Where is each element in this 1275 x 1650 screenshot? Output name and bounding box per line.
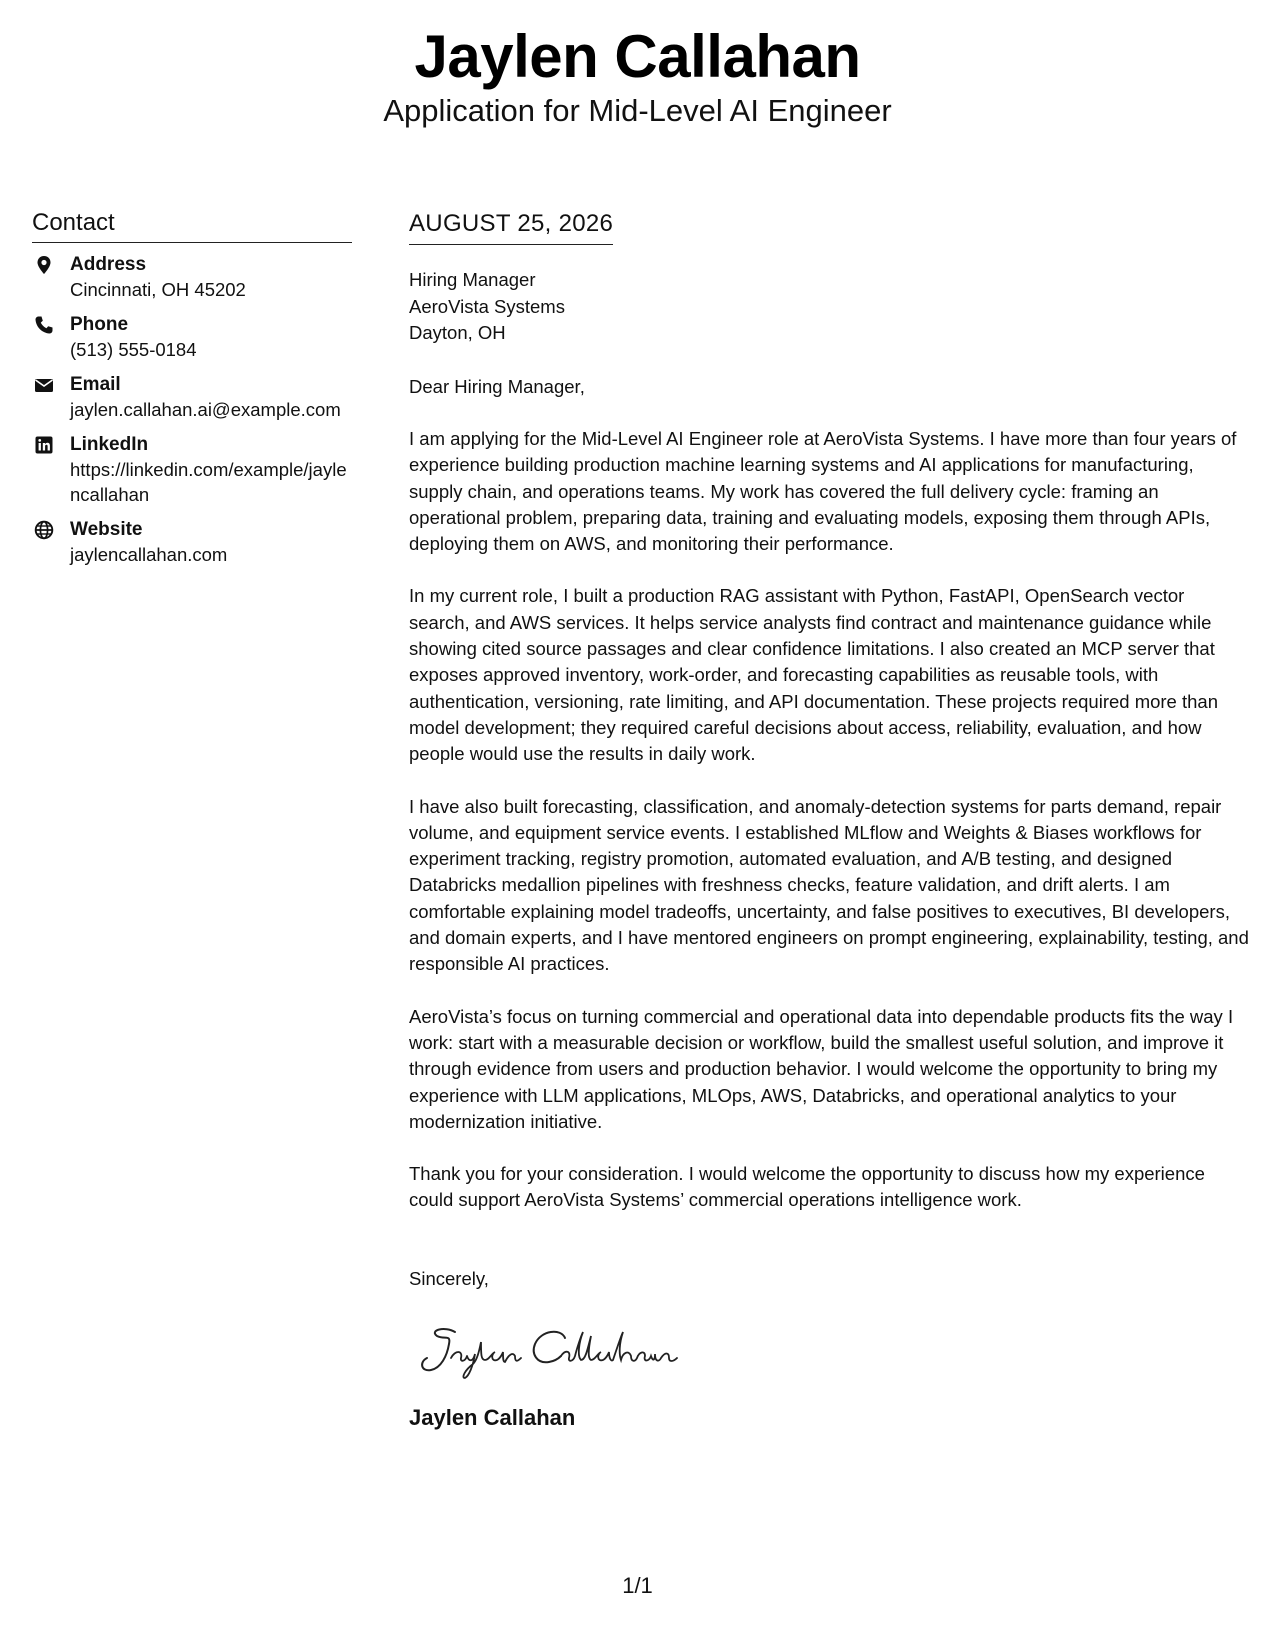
recipient-block [409, 267, 1249, 347]
globe-icon [34, 520, 54, 540]
contact-label: Address [70, 254, 147, 275]
contact-sidebar [32, 208, 352, 578]
body-paragraph: I am applying for the Mid-Level AI Engineer role at AeroVista Systems. I have more than four years of experience building production machine learning systems and AI applications for manufacturing, supply chain, and operations teams. My work has covered the full delivery cycle: framing an operational problem, preparing data, training and evaluating models, exposing them through APIs, deploying them on AWS, and monitoring their performance. [409, 428, 1237, 555]
letter-date: AUGUST 25, 2026 [409, 208, 613, 245]
contact-heading: Contact [32, 208, 352, 243]
contact-item-linkedin [32, 433, 352, 507]
contact-item-phone [32, 313, 352, 362]
contact-label: Email [70, 374, 121, 395]
letter-body [409, 208, 1249, 1432]
linkedin-icon [34, 435, 54, 455]
applicant-name: Jaylen Callahan [414, 23, 861, 90]
letter-header [0, 22, 1275, 130]
handwritten-signature [415, 1318, 735, 1382]
closing: Sincerely, [409, 1267, 489, 1289]
salutation: Dear Hiring Manager, [409, 375, 585, 397]
recipient-line: Dayton, OH [409, 322, 506, 343]
envelope-icon [34, 375, 54, 395]
map-pin-icon [34, 255, 54, 275]
contact-item-email [32, 373, 352, 422]
contact-value: (513) 555-0184 [70, 339, 197, 360]
contact-value[interactable]: jaylencallahan.com [70, 544, 228, 565]
contact-item-website [32, 518, 352, 567]
contact-value: jaylen.callahan.ai@example.com [70, 399, 341, 420]
body-paragraph: Thank you for your consideration. I would welcome the opportunity to discuss how my experience could support AeroVista Systems’ commercial operations intelligence work. [409, 1163, 1205, 1211]
contact-label: Website [70, 519, 143, 540]
contact-item-address [32, 253, 352, 302]
contact-label: Phone [70, 314, 129, 335]
body-paragraph: AeroVista’s focus on turning commercial and operational data into dependable products fits the way I work: start with a measurable decision or workflow, build the smallest useful solution, and improve it through evidence from users and production behavior. I would welcome the opportunity to bring my experience with LLM applications, MLOps, AWS, Databricks, and operational analytics to your modernization initiative. [409, 1005, 1234, 1132]
recipient-line: AeroVista Systems [409, 295, 565, 317]
page-number: 1/1 [622, 1573, 653, 1598]
contact-value: Cincinnati, OH 45202 [70, 279, 246, 300]
signer-name: Jaylen Callahan [409, 1404, 576, 1430]
phone-icon [34, 315, 54, 335]
body-paragraph: In my current role, I built a production RAG assistant with Python, FastAPI, OpenSearch vector search, and AWS services. It helps service analysts find contract and maintenance guidance while showing cited source passages and clear confidence limitations. I also created an MCP server that exposes approved inventory, work-order, and forecasting capabilities as reusable tools, with authentication, versioning, rate limiting, and API documentation. These projects required more than model development; they required careful decisions about access, reliability, evaluation, and how people would use the results in daily work. [409, 585, 1218, 765]
recipient-line: Hiring Manager [409, 269, 536, 290]
body-paragraph: I have also built forecasting, classification, and anomaly-detection systems for parts demand, repair volume, and equipment service events. I established MLflow and Weights & Biases workflows for experiment tracking, registry promotion, automated evaluation, and A/B testing, and designed Databricks medallion pipelines with freshness checks, feature validation, and drift alerts. I am comfortable explaining model tradeoffs, uncertainty, and false positives to executives, BI developers, and domain experts, and I have mentored engineers on prompt engineering, explainability, testing, and responsible AI practices. [409, 795, 1249, 975]
contact-label: LinkedIn [70, 434, 149, 455]
application-subtitle: Application for Mid-Level AI Engineer [383, 93, 892, 128]
contact-value[interactable]: https://linkedin.com/example/jaylencallahan [70, 459, 347, 505]
